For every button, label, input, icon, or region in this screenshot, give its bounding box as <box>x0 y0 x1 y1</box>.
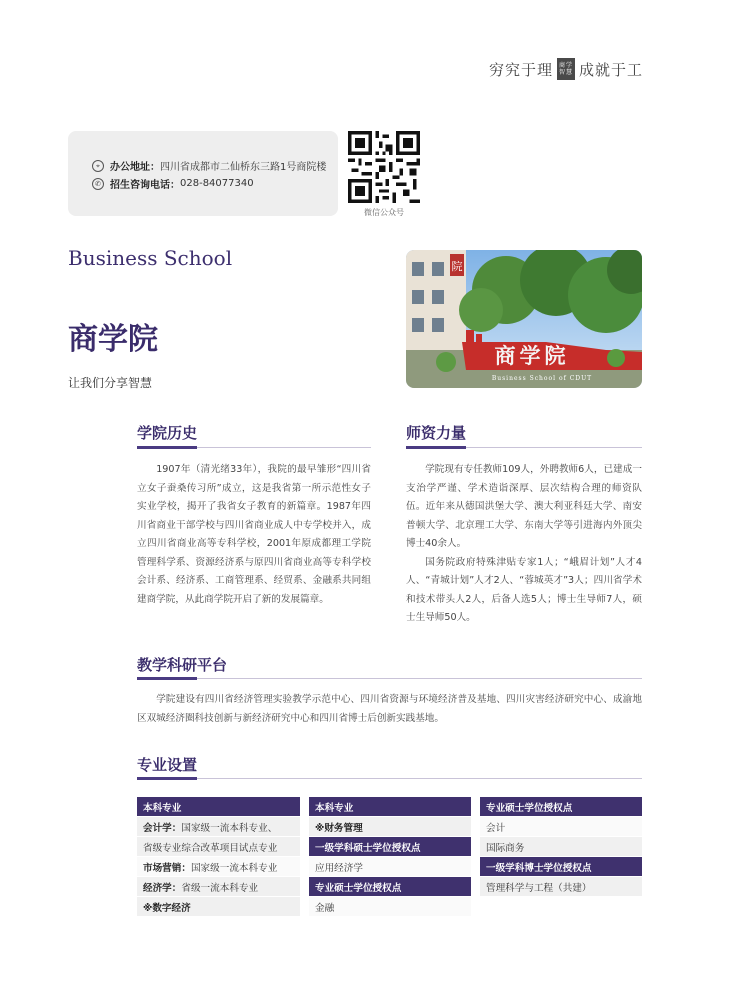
table-row <box>480 877 642 897</box>
table-row <box>137 817 300 837</box>
programs-divider <box>137 778 642 779</box>
table-row <box>137 837 300 857</box>
management-science: 管理科学与工程（共建） <box>480 877 642 897</box>
faculty-text <box>406 461 642 628</box>
col1-header: 本科专业 <box>137 797 300 817</box>
programs-column-1 <box>137 797 300 917</box>
applied-economics: 应用经济学 <box>309 857 471 877</box>
international-business: 国际商务 <box>480 837 642 857</box>
school-name-cn: 商学院 <box>68 322 158 357</box>
faculty-paragraph-2: 国务院政府特殊津贴专家1人；“峨眉计划”人才4人、“青城计划”人才2人、“蓉城英才”3人；四川省学术和技术带头人2人，后备人选5人；博士生导师7人，硕士生导师50人。 <box>406 556 642 623</box>
address-row <box>92 158 326 173</box>
economics-desc: 省级一流本科专业 <box>181 882 259 894</box>
table-header-row <box>309 877 471 897</box>
table-header-row <box>309 797 471 817</box>
table-row <box>137 857 300 877</box>
platform-paragraph: 学院建设有四川省经济管理实验教学示范中心、四川省资源与环境经济普及基地、四川灾害经济研究中心、成渝地区双城经济圈科技创新与新经济研究中心和四川省博士后创新实践基地。 <box>137 694 642 724</box>
contact-box <box>68 131 338 216</box>
accounting-master: 会计 <box>480 817 642 837</box>
photo-sign-cn: 商学院 <box>494 343 570 368</box>
marketing-desc: 国家级一流本科专业 <box>190 862 278 874</box>
school-slogan: 让我们分享智慧 <box>68 376 153 390</box>
table-row <box>480 837 642 857</box>
table-row <box>309 857 471 877</box>
photo-sign-en: Business School of CDUT <box>491 375 593 382</box>
faculty-title: 师资力量 <box>406 424 467 442</box>
location-icon: ⌖ <box>92 160 104 172</box>
school-name-en: Business School <box>68 246 233 270</box>
col3-header-1: 专业硕士学位授权点 <box>480 797 642 817</box>
seal-logo: 商学智慧 <box>557 58 575 80</box>
table-row <box>137 877 300 897</box>
motto-left: 穷究于理 <box>488 60 553 79</box>
col2-header-1: 本科专业 <box>309 797 471 817</box>
header-motto <box>489 58 643 80</box>
finance: 金融 <box>309 897 471 917</box>
table-row <box>480 817 642 837</box>
table-header-row <box>137 797 300 817</box>
address-label: 办公地址： <box>110 162 160 173</box>
marketing-label: 市场营销： <box>143 862 191 874</box>
history-paragraph: 1907年（清光绪33年），我院的最早雏形“四川省立女子蚕桑传习所”成立，这是我省第一所示范性女子实业学校，揭开了我省女子教育的新篇章。1987年四川省商业干部学校与四川省商业成人中专学校并入，成立四川省商业高等专科学校，2001年原成都理工学院管理科学系、资源经济系与原四川省商业高等专科学校会计系、经济系、工商管理系、经贸系、金融系共同组建商学院，从此商学院开启了新的发展篇章。 <box>137 464 371 605</box>
table-header-row <box>309 837 471 857</box>
accounting-desc-2: 省级专业综合改革项目试点专业 <box>137 837 300 857</box>
col3-header-2: 一级学科博士学位授权点 <box>480 857 642 877</box>
table-row <box>309 817 471 837</box>
economics-label: 经济学： <box>143 882 182 894</box>
table-row <box>137 897 300 917</box>
platform-title: 教学科研平台 <box>137 656 228 674</box>
col2-header-2: 一级学科硕士学位授权点 <box>309 837 471 857</box>
accounting-desc: 国家级一流本科专业、 <box>181 822 278 834</box>
phone-label: 招生咨询电话： <box>110 180 180 191</box>
address-value: 四川省成都市二仙桥东三路1号商院楼 <box>160 162 327 173</box>
phone-row <box>92 176 254 191</box>
financial-mgmt-label: ※财务管理 <box>315 822 363 834</box>
digital-economy-label: ※数字经济 <box>143 902 191 914</box>
wechat-qr-code[interactable] <box>348 131 420 203</box>
faculty-divider <box>406 447 642 448</box>
table-row <box>309 897 471 917</box>
history-divider <box>137 447 371 448</box>
platform-text <box>137 691 642 728</box>
table-header-row <box>480 797 642 817</box>
platform-divider <box>137 678 642 679</box>
history-text <box>137 461 371 609</box>
photo-building-mark: 院 <box>451 260 463 273</box>
phone-value: 028-84077340 <box>180 178 254 189</box>
col2-header-3: 专业硕士学位授权点 <box>309 877 471 897</box>
table-header-row <box>480 857 642 877</box>
qr-label: 微信公众号 <box>364 208 404 217</box>
faculty-paragraph-1: 学院现有专任教师109人，外聘教师6人，已建成一支治学严谨、学术造诣深厚、层次结构合理的师资队伍。近年来从德国洪堡大学、澳大利亚科廷大学、南安普顿大学、北京理工大学、东南大学等引进海内外顶尖博士40余人。 <box>406 464 642 549</box>
accounting-label: 会计学： <box>143 822 182 834</box>
campus-photo <box>406 250 642 388</box>
history-title: 学院历史 <box>137 424 198 442</box>
programs-column-2 <box>309 797 471 917</box>
phone-icon: ✆ <box>92 178 104 190</box>
programs-column-3 <box>480 797 642 897</box>
programs-title: 专业设置 <box>137 756 198 774</box>
motto-right: 成就于工 <box>578 60 643 79</box>
